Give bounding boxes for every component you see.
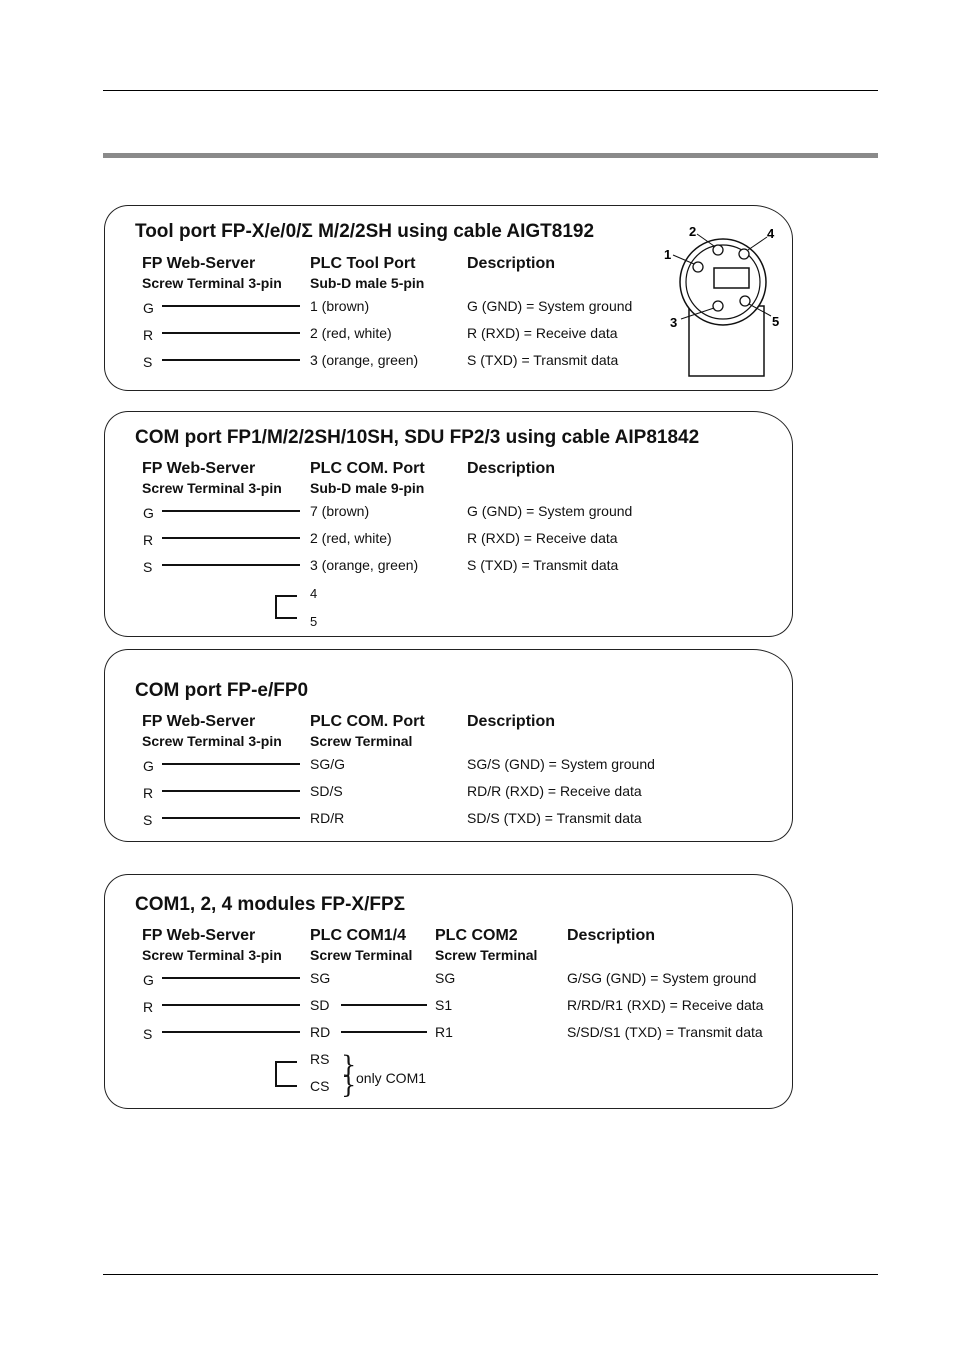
row-port: 3 (orange, green) <box>310 557 419 573</box>
pin-label: 5 <box>772 314 780 329</box>
row-desc: R (RXD) = Receive data <box>467 325 618 341</box>
wire <box>341 1031 427 1033</box>
col-header-description: Description <box>467 460 556 477</box>
row-port: 1 (brown) <box>310 298 370 314</box>
jumper-bracket <box>275 595 297 619</box>
row-port: RD/R <box>310 810 345 826</box>
wire <box>162 305 300 307</box>
row-pin: S <box>143 354 153 370</box>
row-pin: R <box>143 999 154 1015</box>
col-sub-web-server: Screw Terminal 3-pin <box>142 947 282 963</box>
row-port2: S1 <box>435 997 453 1013</box>
col-sub-plc-com1: Screw Terminal <box>310 947 413 963</box>
wire <box>162 1031 300 1033</box>
row-desc: G (GND) = System ground <box>467 298 633 314</box>
col-header-web-server: FP Web-Server <box>142 255 256 272</box>
footer-rule <box>103 1274 878 1275</box>
row-port: SG <box>310 970 331 986</box>
col-sub-plc-port: Sub-D male 5-pin <box>310 275 425 291</box>
jumper-pin: 4 <box>310 586 318 601</box>
row-desc: RD/R (RXD) = Receive data <box>467 783 642 799</box>
col-header-description: Description <box>467 713 556 730</box>
row-port: RD <box>310 1024 331 1040</box>
header-rule <box>103 90 878 91</box>
brace-icon: } <box>341 1071 357 1099</box>
section-rule <box>103 153 878 158</box>
wire <box>162 790 300 792</box>
col-sub-plc-port: Sub-D male 9-pin <box>310 480 425 496</box>
row-desc: SG/S (GND) = System ground <box>467 756 655 772</box>
row-port: SD <box>310 997 330 1013</box>
jumper-pin: RS <box>310 1051 330 1067</box>
col-sub-plc-com2: Screw Terminal <box>435 947 538 963</box>
panel-tool-port <box>104 205 793 391</box>
row-pin: G <box>143 300 154 316</box>
col-header-plc-port: PLC COM. Port <box>310 460 425 477</box>
row-pin: S <box>143 559 153 575</box>
col-header-plc-port: PLC COM. Port <box>310 713 425 730</box>
panel-title: COM1, 2, 4 modules FP-X/FPΣ <box>135 894 406 915</box>
row-pin: R <box>143 532 154 548</box>
jumper-note: only COM1 <box>356 1070 427 1086</box>
wire <box>341 1004 427 1006</box>
row-port2: R1 <box>435 1024 453 1040</box>
row-desc: S (TXD) = Transmit data <box>467 352 619 368</box>
row-desc: R (RXD) = Receive data <box>467 530 618 546</box>
wire <box>162 817 300 819</box>
wire <box>162 537 300 539</box>
panel-com-port-fp1 <box>104 411 793 637</box>
jumper-pin: 5 <box>310 614 318 629</box>
row-port2: SG <box>435 970 456 986</box>
panel-com-port-fp-e <box>104 649 793 842</box>
row-port: SG/G <box>310 756 346 772</box>
panel-title: COM port FP-e/FP0 <box>135 680 309 701</box>
wire <box>162 763 300 765</box>
wire <box>162 1004 300 1006</box>
wire <box>162 564 300 566</box>
jumper-pin: CS <box>310 1078 330 1094</box>
wire <box>162 332 300 334</box>
panel-title: COM port FP1/M/2/2SH/10SH, SDU FP2/3 using cable AIP81842 <box>135 427 700 448</box>
panel-title: Tool port FP-X/e/0/Σ M/2/2SH using cable AIGT8192 <box>135 221 595 242</box>
row-pin: G <box>143 972 154 988</box>
row-port: SD/S <box>310 783 343 799</box>
row-port: 2 (red, white) <box>310 325 392 341</box>
col-sub-plc-port: Screw Terminal <box>310 733 413 749</box>
col-sub-web-server: Screw Terminal 3-pin <box>142 480 282 496</box>
row-port: 7 (brown) <box>310 503 370 519</box>
row-pin: S <box>143 812 153 828</box>
row-pin: R <box>143 327 154 343</box>
mini-din-connector-icon <box>661 220 787 380</box>
pin-label: 4 <box>767 226 775 241</box>
col-header-web-server: FP Web-Server <box>142 927 256 944</box>
wire <box>162 359 300 361</box>
col-header-plc-com2: PLC COM2 <box>435 927 518 944</box>
col-sub-web-server: Screw Terminal 3-pin <box>142 733 282 749</box>
row-desc: SD/S (TXD) = Transmit data <box>467 810 642 826</box>
pin-label: 1 <box>664 247 672 262</box>
row-port: 2 (red, white) <box>310 530 392 546</box>
row-pin: G <box>143 758 154 774</box>
panel-com-modules <box>104 874 793 1109</box>
pin-label: 2 <box>689 224 697 239</box>
row-desc: G/SG (GND) = System ground <box>567 970 757 986</box>
row-desc: S/SD/S1 (TXD) = Transmit data <box>567 1024 763 1040</box>
brace-icon: } <box>341 1051 357 1079</box>
wire <box>162 977 300 979</box>
col-header-description: Description <box>467 255 556 272</box>
row-desc: R/RD/R1 (RXD) = Receive data <box>567 997 764 1013</box>
col-header-web-server: FP Web-Server <box>142 713 256 730</box>
row-pin: G <box>143 505 154 521</box>
wire <box>162 510 300 512</box>
row-desc: G (GND) = System ground <box>467 503 633 519</box>
col-header-web-server: FP Web-Server <box>142 460 256 477</box>
col-header-plc-com1: PLC COM1/4 <box>310 927 407 944</box>
row-port: 3 (orange, green) <box>310 352 419 368</box>
col-header-plc-port: PLC Tool Port <box>310 255 416 272</box>
col-sub-web-server: Screw Terminal 3-pin <box>142 275 282 291</box>
col-header-description: Description <box>567 927 656 944</box>
jumper-bracket <box>275 1061 297 1087</box>
row-pin: R <box>143 785 154 801</box>
row-pin: S <box>143 1026 153 1042</box>
row-desc: S (TXD) = Transmit data <box>467 557 619 573</box>
pin-label: 3 <box>670 315 678 330</box>
